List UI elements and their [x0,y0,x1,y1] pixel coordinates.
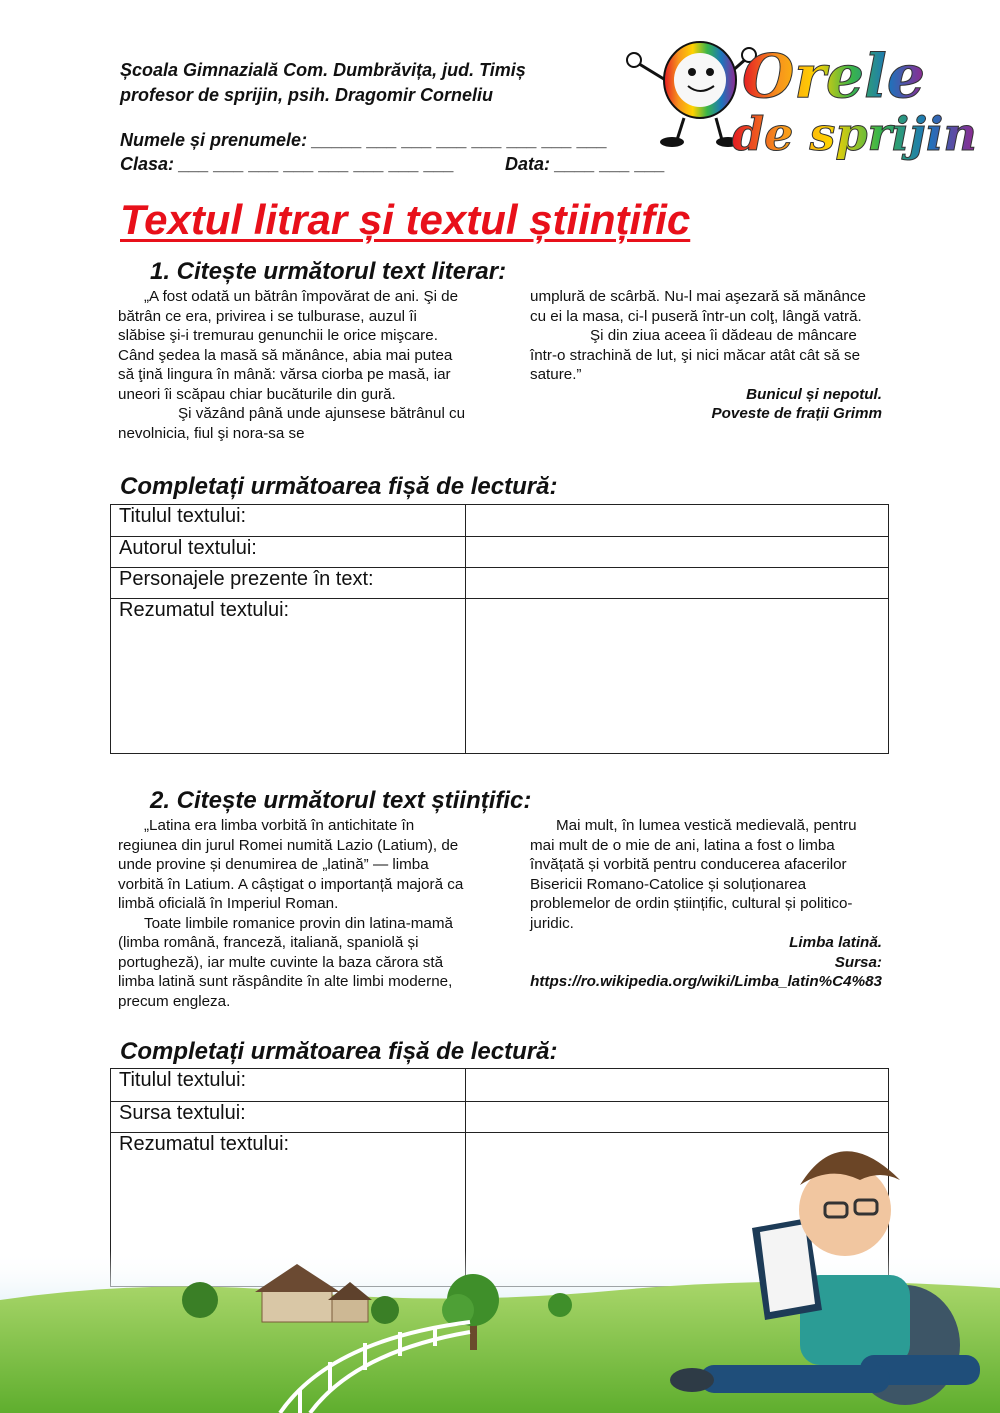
date-field[interactable]: Data: ____ ___ ___ [505,154,666,174]
section2-source-url[interactable]: https://ro.wikipedia.org/wiki/Limba_latin%C4%83 [530,973,882,990]
form1-answer-characters[interactable] [466,568,889,599]
section2-source-title: Limba latină. [789,934,882,951]
meadow-illustration [0,1140,1000,1413]
section1-source-author: Poveste de frații Grimm [711,405,882,422]
section1-heading: 1. Citește următorul text literar: [150,258,507,285]
form1-heading: Completați următoarea fișă de lectură: [120,473,558,500]
form2-label: Sursa textului: [111,1102,466,1133]
form1-label: Rezumatul textului: [111,599,466,754]
form1-label: Personajele prezente în text: [111,568,466,599]
form1-answer-summary[interactable] [466,599,889,754]
orele-de-sprijin-logo [622,22,982,172]
section2-paragraph: Toate limbile romanice provin din latina-mamă (limba română, franceză, italiană, spaniolă și portugheză), iar multe cuvinte la baza cărora stă limba latină sunt răspândite în alte limbi moderne, precum engleza. [118,914,453,1010]
logo-line2: de sprijin [732,107,977,161]
form2-label: Rezumatul textului: [111,1133,466,1287]
section1-source-title: Bunicul și nepotul. [746,385,882,403]
page-title: Textul litrar și textul științific [120,196,691,243]
form2-label: Titulul textului: [111,1069,466,1102]
form2-answer-title[interactable] [466,1069,889,1102]
section2-heading: 2. Citește următorul text științific: [150,787,532,814]
form2-answer-source[interactable] [466,1102,889,1133]
name-field[interactable]: Numele și prenumele: _____ ___ ___ ___ ___ ___ ___ ___ [120,130,608,150]
school-name: Școala Gimnazială Com. Dumbrăvița, jud. Timiș [120,60,526,80]
form1-table [110,504,889,754]
section2-col1 [118,816,468,1011]
section2-source-label: Sursa: [834,953,882,971]
section1-col1 [118,287,468,443]
section1-paragraph: Şi văzând până unde ajunsese bătrânul cu nevolnicia, fiul şi nora-sa se [118,405,466,442]
form1-label: Autorul textului: [111,537,466,568]
section1-paragraph: Şi din ziua aceea îi dădeau de mâncare într-o strachină de lut, şi nici măcar atât cât să se sature.” [530,327,861,383]
teacher-name: profesor de sprijin, psih. Dragomir Corneliu [120,85,494,105]
form1-label: Titulul textului: [111,505,466,537]
form2-heading: Completați următoarea fișă de lectură: [120,1038,558,1065]
section2-col2 [530,816,882,992]
section1-paragraph: umplură de scârbă. Nu-l mai aşezară să mănânce cu ei la masa, ci-l puseră într-un colţ, lângă vatră. [530,288,866,325]
section2-paragraph: Mai mult, în lumea vestică medievală, pentru mai mult de o mie de ani, latina a fost o limba învățată și vorbită pentru conducerea afacerilor Bisericii Romano-Catolice și soluționarea problemelor de ordin științific, cultural și politico-juridic. [530,817,857,932]
form1-answer-author[interactable] [466,537,889,568]
section2-paragraph: „Latina era limba vorbită în antichitate în regiunea din jurul Romei numită Lazio (Latium), de unde provine și denumirea de „latină” — limba vorbită în Latium. A câștigat o importanță majoră ca limbă oficială în Imperiul Roman. [118,817,464,912]
class-field[interactable]: Clasa: ___ ___ ___ ___ ___ ___ ___ ___ [120,154,455,174]
form1-answer-title[interactable] [466,505,889,537]
logo-line1: Orele [742,42,926,112]
section1-paragraph: „A fost odată un bătrân împovărat de ani. Şi de bătrân ce era, privirea i se tulburase, auzul îi slăbise şi-i tremurau genunchii le orice mişcare. Când şedea la masă să mănânce, abia mai putea să ţină lingura în mână: vărsa ciorba pe masă, iar uneori îi scăpau chiar bucăturile din gură. [118,288,459,403]
section1-col2 [530,287,882,424]
